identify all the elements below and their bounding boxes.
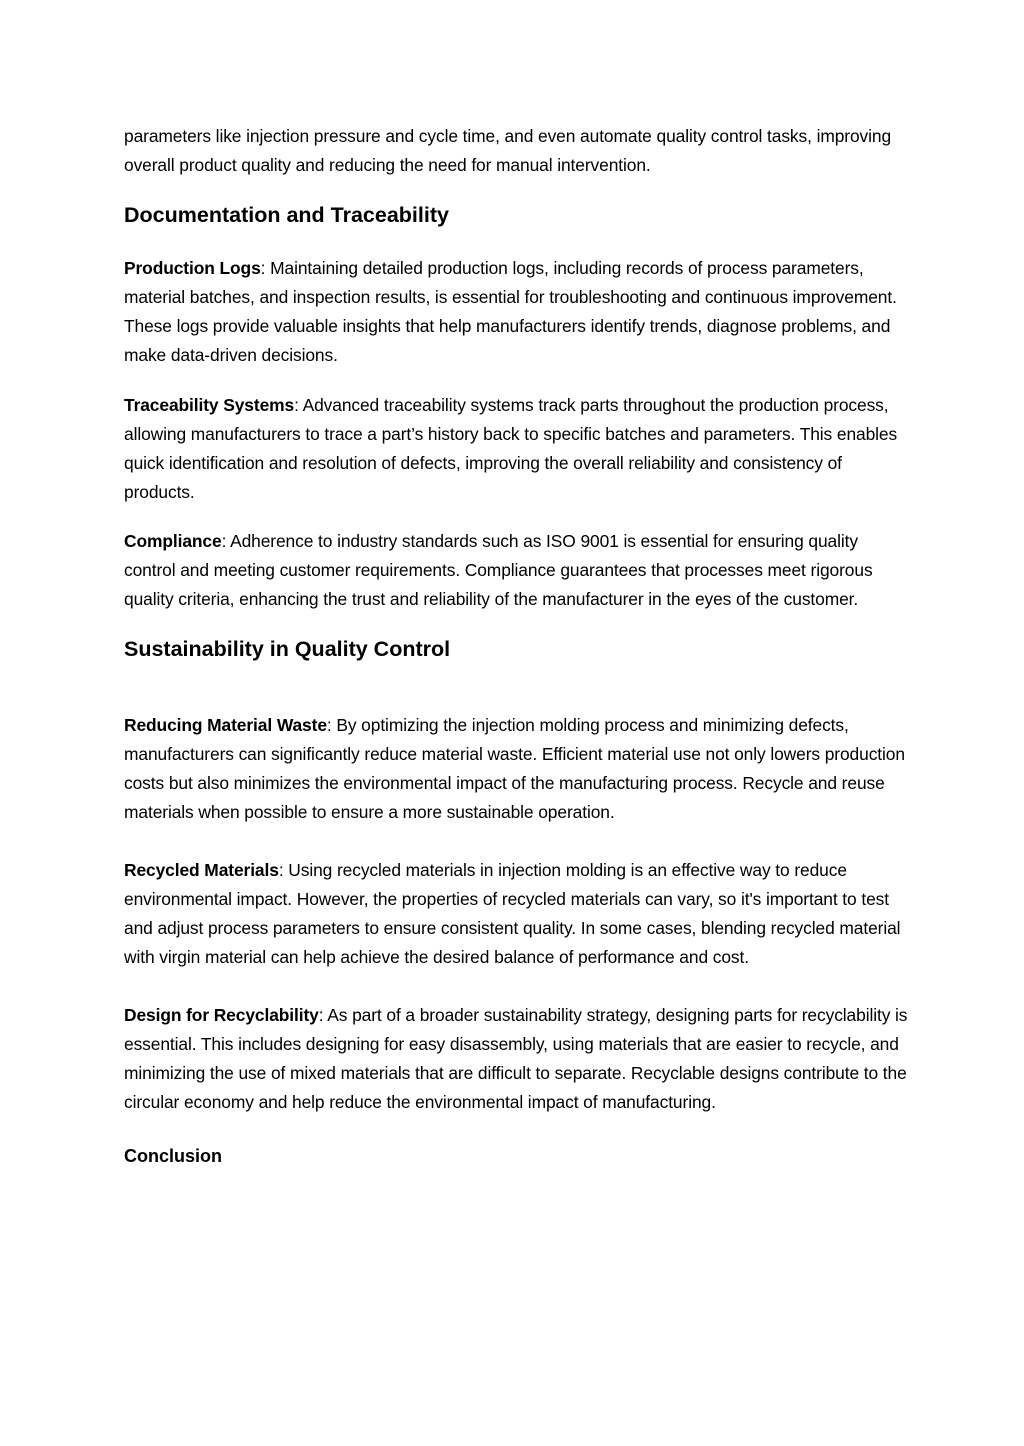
paragraph-reducing-material-waste: [124, 711, 914, 827]
paragraph-production-logs: [124, 254, 914, 370]
text-design-for-recyclability: : As part of a broader sustainability strategy, designing parts for recyclability is essential. This includes designing for easy disassembly, using materials that are easier to recycle, and minimizing the use of mixed materials that are difficult to separate. Recyclable designs contribute to the circular economy and help reduce the environmental impact of manufacturing.: [124, 1005, 908, 1112]
text-production-logs: : Maintaining detailed production logs, including records of process parameters, material batches, and inspection results, is essential for troubleshooting and continuous improvement. These logs provide valuable insights that help manufacturers identify trends, diagnose problems, and make data-driven decisions.: [124, 258, 897, 365]
text-compliance: : Adherence to industry standards such as ISO 9001 is essential for ensuring quality control and meeting customer requirements. Compliance guarantees that processes meet rigorous quality criteria, enhancing the trust and reliability of the manufacturer in the eyes of the customer.: [124, 531, 873, 609]
term-compliance: Compliance: [124, 531, 222, 551]
paragraph-design-for-recyclability: [124, 1001, 914, 1117]
text-reducing-material-waste: : By optimizing the injection molding process and minimizing defects, manufacturers can significantly reduce material waste. Efficient material use not only lowers production costs but also minimizes the environmental impact of the manufacturing process. Recycle and reuse materials when possible to ensure a more sustainable operation.: [124, 715, 905, 822]
paragraph-recycled-materials: [124, 856, 914, 972]
term-recycled-materials: Recycled Materials: [124, 860, 279, 880]
section-heading-sustainability: Sustainability in Quality Control: [124, 637, 451, 661]
intro-paragraph: parameters like injection pressure and cycle time, and even automate quality control tasks, improving overall product quality and reducing the need for manual intervention.: [124, 126, 892, 175]
term-design-for-recyclability: Design for Recyclability: [124, 1005, 319, 1025]
text-recycled-materials: : Using recycled materials in injection molding is an effective way to reduce environmental impact. However, the properties of recycled materials can vary, so it's important to test and adjust process parameters to ensure consistent quality. In some cases, blending recycled material with virgin material can help achieve the desired balance of performance and cost.: [124, 860, 901, 967]
text-traceability-systems: : Advanced traceability systems track parts throughout the production process, allowing manufacturers to trace a part’s history back to specific batches and parameters. This enables quick identification and resolution of defects, improving the overall reliability and consistency of products.: [124, 395, 898, 502]
term-production-logs: Production Logs: [124, 258, 261, 278]
paragraph-compliance: [124, 527, 914, 614]
paragraph-traceability-systems: [124, 391, 914, 507]
term-traceability-systems: Traceability Systems: [124, 395, 295, 415]
document-page: [124, 122, 914, 1170]
term-reducing-material-waste: Reducing Material Waste: [124, 715, 327, 735]
section-heading-documentation: Documentation and Traceability: [124, 203, 449, 227]
conclusion-heading: Conclusion: [124, 1146, 222, 1166]
